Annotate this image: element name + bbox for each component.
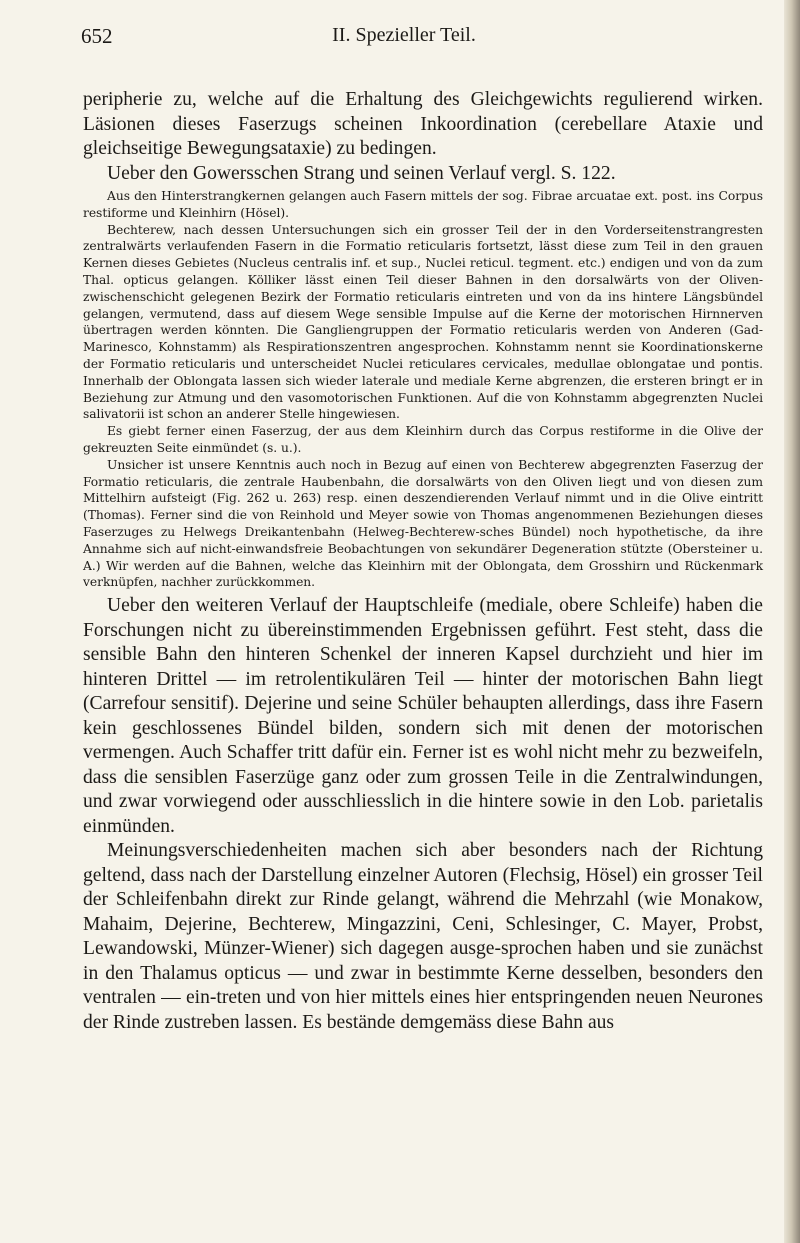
body-text (83, 88, 763, 1035)
small-print-paragraph: Es giebt ferner einen Faserzug, der aus dem Kleinhirn durch das Corpus restiforme in die Olive der gekreuzten Seite einmündet (s. u.). (83, 424, 763, 455)
running-head: II. Spezieller Teil. (332, 24, 476, 46)
small-print-paragraph: Unsicher ist unsere Kenntnis auch noch in Bezug auf einen von Bechterew abgegrenzten Faserzug der Formatio reticularis, die zentrale Haubenbahn, die dorsalwärts von den Oliven liegt und von diesen zum Mittelhirn aufsteigt (Fig. 262 u. 263) resp. einen deszendierenden Verlauf nimmt und in die Olive eintritt (Thomas). Ferner sind die von Reinhold und Meyer sowie von Thomas angenommenen Beziehungen dieses Faserzuges zu Helwegs Dreikantenbahn (Helweg-Bechterew-sches Bündel) noch hypothetische, da ihre Annahme sich auf nicht-einwandsfreie Beobachtungen von sekundärer Degeneration stützte (Obersteiner u. A.) Wir werden auf die Bahnen, welche das Kleinhirn mit der Oblongata, dem Grosshirn und Rückenmark verknüpfen, nachher zurückkommen. (83, 457, 763, 590)
page-edge-shadow (784, 0, 800, 1243)
small-print-paragraph: Bechterew, nach dessen Untersuchungen sich ein grosser Teil der in den Vorderseitenstrangresten zentralwärts verlaufenden Fasern in die Formatio reticularis fortsetzt, lässt diese zum Teil in den grauen Kernen dieses Gebietes (Nucleus centralis inf. et sup., Nuclei reticul. tegment. etc.) endigen und von da zum Thal. opticus gelangen. Kölliker lässt einen Teil dieser Bahnen in den dorsalwärts von der Oliven-zwischenschicht gelegenen Bezirk der Formatio reticularis eintreten und von da ins hintere Längsbündel gelangen, vermutend, dass auf diesem Wege sensible Impulse auf die Kerne der motorischen Hirnnerven übertragen werden könnten. Die Gangliengruppen der Formatio reticularis werden von Anderen (Gad-Marinesco, Kohnstamm) als Respirationszentren angesprochen. Kohnstamm nennt sie Koordinationskerne der Formatio reticularis und unterscheidet Nuclei reticulares cervicales, medullae oblongatae und pontis. Innerhalb der Oblongata lassen sich wieder laterale und mediale Kerne abgrenzen, die ersteren bringt er in Beziehung zur Atmung und den vasomotorischen Funktionen. Auf die von Kohnstamm abgegrenzten Nuclei salivatorii ist schon an anderer Stelle hingewiesen. (83, 222, 763, 422)
page-header (0, 24, 800, 54)
paragraph: Ueber den weiteren Verlauf der Hauptschleife (mediale, obere Schleife) haben die Forschungen nicht zu übereinstimmenden Ergebnissen geführt. Fest steht, dass die sensible Bahn den hinteren Schenkel der inneren Kapsel durchzieht und hier im hinteren Drittel — im retrolentikulären Teil — hinter der motorischen Bahn liegt (Carrefour sensitif). Dejerine und seine Schüler behaupten allerdings, dass ihre Fasern kein geschlossenes Bündel bilden, sondern sich mit denen der motorischen vermengen. Auch Schaffer tritt dafür ein. Ferner ist es wohl nicht mehr zu bezweifeln, dass die sensiblen Faserzüge ganz oder zum grossen Teile in die Zentralwindungen, und zwar vorwiegend oder ausschliesslich in die hintere sowie in den Lob. parietalis einmünden. (83, 595, 763, 837)
paragraph: Meinungsverschiedenheiten machen sich aber besonders nach der Richtung geltend, dass nach der Darstellung einzelner Autoren (Flechsig, Hösel) ein grosser Teil der Schleifenbahn direkt zur Rinde gelangt, während die Mehrzahl (wie Monakow, Mahaim, Dejerine, Bechterew, Mingazzini, Ceni, Schlesinger, C. Mayer, Probst, Lewandowski, Münzer-Wiener) sich dagegen ausge-sprochen haben und sie zunächst in den Thalamus opticus — und zwar in bestimmte Kerne desselben, besonders den ventralen — ein-treten und von hier mittels eines hier entspringenden neuen Neurones der Rinde zustreben lassen. Es bestände demgemäss diese Bahn aus (83, 840, 763, 1033)
paragraph: Ueber den Gowersschen Strang und seinen Verlauf vergl. S. 122. (107, 162, 616, 184)
page-number: 652 (81, 24, 113, 48)
paragraph: peripherie zu, welche auf die Erhaltung des Gleichgewichts regulierend wirken. Läsionen dieses Faserzugs scheinen Inkoordination (cerebellare Ataxie und gleichseitige Bewegungsataxie) zu bedingen. (83, 89, 763, 159)
small-print-paragraph: Aus den Hinterstrangkernen gelangen auch Fasern mittels der sog. Fibrae arcuatae ext. post. ins Corpus restiforme und Kleinhirn (Hösel). (83, 189, 763, 220)
